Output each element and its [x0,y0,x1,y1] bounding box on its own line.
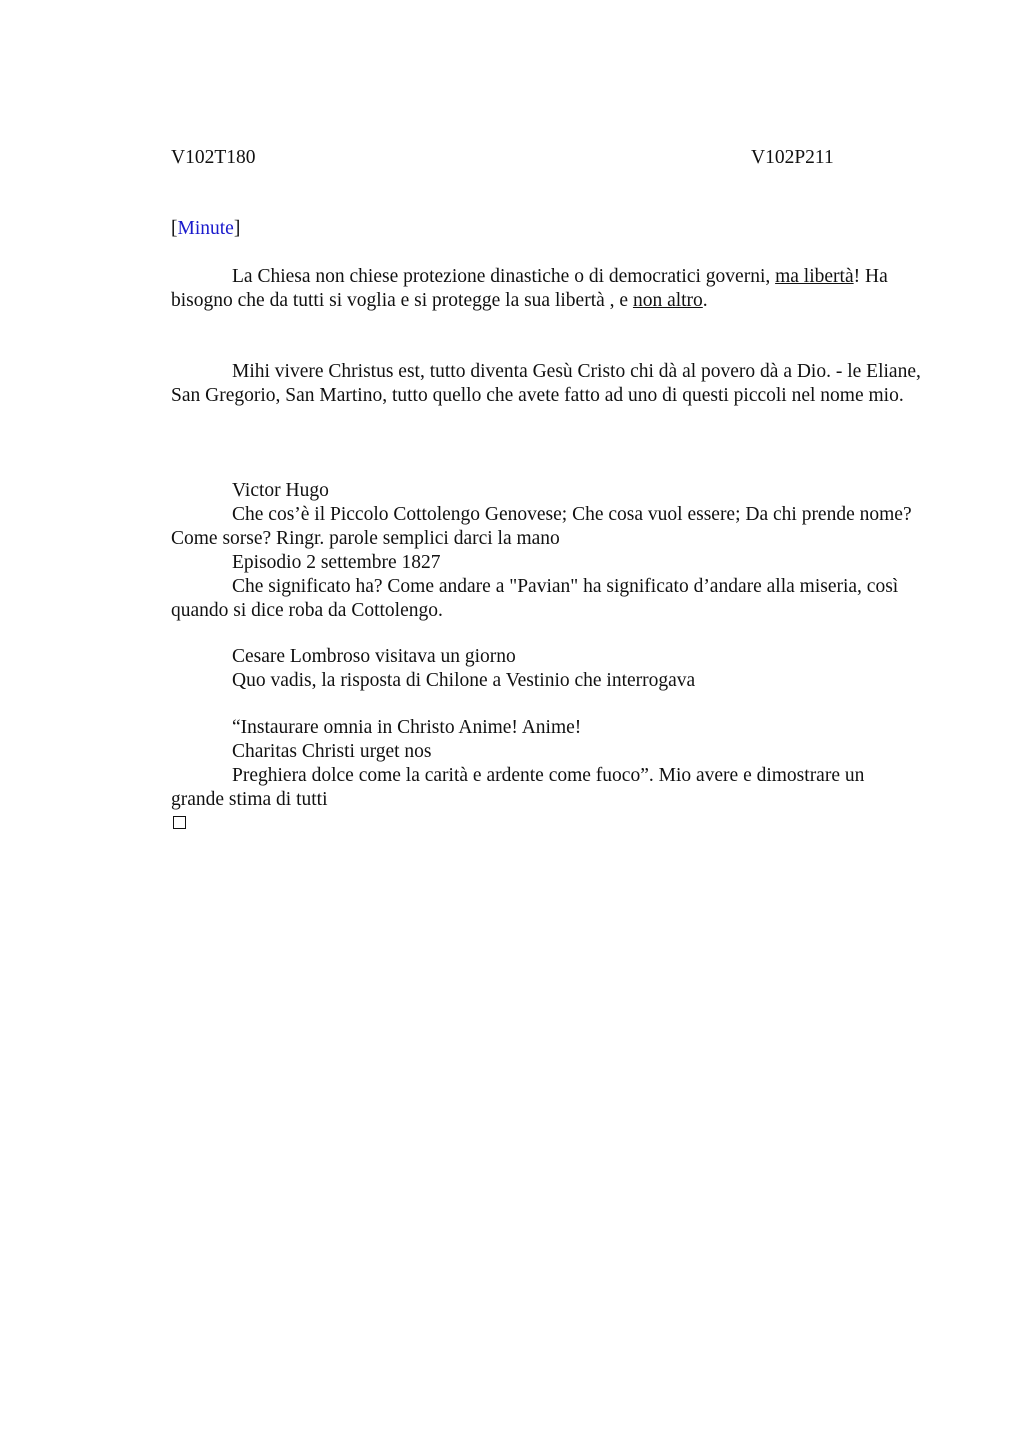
note-line: Victor Hugo [232,480,329,501]
minute-link[interactable] [171,217,240,241]
bracket-close: ] [233,218,241,239]
note-line: Charitas Christi urget nos [232,741,432,762]
notes-block-instaurare [171,716,921,812]
bracket-open: [ [171,218,178,239]
document-code-right: V102P211 [751,147,834,168]
notes-block-lombroso [171,645,921,693]
paragraph-mihi-vivere [171,360,921,408]
para1-text-b: ! Ha bisogno che da tutti si voglia e si protegge la sua libertà , e [171,266,888,311]
para1-text-c: . [702,290,708,311]
end-marker-box-icon [173,816,186,829]
paragraph-chiesa [171,265,921,313]
note-line: Che significato ha? Come andare a "Pavian" ha significato d’andare alla miseria, così quando si dice roba da Cottolengo. [171,576,899,621]
note-line: Che cos’è il Piccolo Cottolengo Genovese; Che cosa vuol essere; Da chi prende nome? Come sorse? Ringr. parole semplici darci la mano [171,504,912,549]
note-line: Quo vadis, la risposta di Chilone a Vestinio che interrogava [232,670,696,691]
notes-block-victor-hugo [171,479,921,623]
note-line: Cesare Lombroso visitava un giorno [232,646,516,667]
minute-link-label[interactable]: Minute [177,218,234,239]
para2-text: Mihi vivere Christus est, tutto diventa Gesù Cristo chi dà al povero dà a Dio. - le Eliane, San Gregorio, San Martino, tutto quello che avete fatto ad uno di questi piccoli nel nome mio. [171,361,921,406]
underlined-ma-liberta: ma libertà [775,266,854,287]
note-line: Preghiera dolce come la carità e ardente come fuoco”. Mio avere e dimostrare un grande stima di tutti [171,765,865,810]
para1-text-a: La Chiesa non chiese protezione dinastiche o di democratici governi, [232,266,776,287]
note-line: Episodio 2 settembre 1827 [232,552,441,573]
document-code-left: V102T180 [171,147,256,168]
underlined-non-altro: non altro [632,290,703,311]
note-line: “Instaurare omnia in Christo Anime! Anime! [232,717,582,738]
